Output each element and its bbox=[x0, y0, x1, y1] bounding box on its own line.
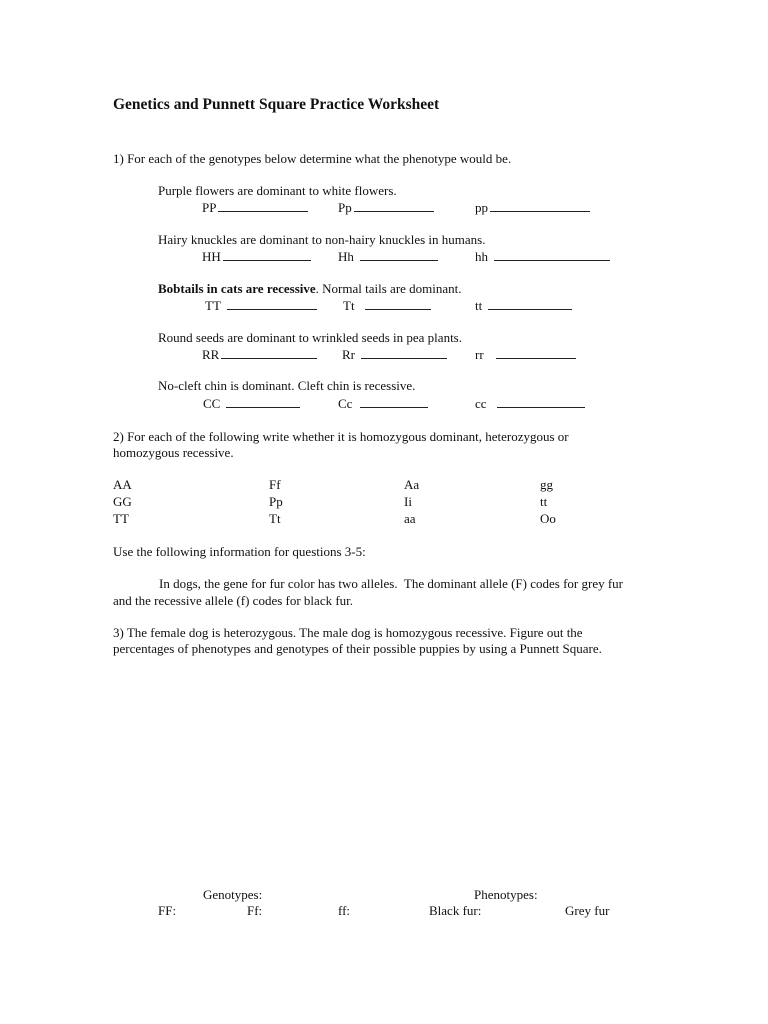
q1-group-4-genotype-3: rr bbox=[475, 347, 576, 363]
result-FF: FF: bbox=[158, 903, 177, 918]
q1-prompt: 1) For each of the genotypes below determine what the phenotype would be. bbox=[113, 151, 512, 166]
q2-genotype: tt bbox=[540, 494, 548, 509]
q1-group-1-genotype-2: Pp bbox=[338, 200, 434, 216]
answer-blank[interactable] bbox=[361, 347, 447, 359]
answer-blank[interactable] bbox=[494, 249, 610, 261]
answer-blank[interactable] bbox=[365, 298, 431, 310]
q1-group-1-statement: Purple flowers are dominant to white flowers. bbox=[158, 183, 397, 198]
q2-genotype: Aa bbox=[404, 477, 420, 492]
result-ff: ff: bbox=[338, 903, 351, 918]
q1-group-5-genotype-1: CC bbox=[203, 396, 300, 412]
q1-group-4-genotype-2: Rr bbox=[342, 347, 447, 363]
answer-blank[interactable] bbox=[360, 249, 438, 261]
q1-group-2-genotype-2: Hh bbox=[338, 249, 438, 265]
q1-group-3-genotype-2: Tt bbox=[343, 298, 431, 314]
answer-blank[interactable] bbox=[218, 200, 308, 212]
q2-genotype: AA bbox=[113, 477, 132, 492]
answer-blank[interactable] bbox=[360, 396, 428, 408]
answer-blank[interactable] bbox=[497, 396, 585, 408]
answer-blank[interactable] bbox=[490, 200, 590, 212]
q2-genotype: Pp bbox=[269, 494, 283, 509]
q2-genotype: Tt bbox=[269, 511, 281, 526]
q1-group-5-genotype-3: cc bbox=[475, 396, 585, 412]
worksheet-title: Genetics and Punnett Square Practice Worksheet bbox=[113, 96, 440, 113]
info-paragraph-line-2: and the recessive allele (f) codes for black fur. bbox=[113, 593, 354, 608]
answer-blank[interactable] bbox=[227, 298, 317, 310]
genotypes-label: Genotypes: bbox=[203, 887, 263, 902]
info-paragraph-line-1: In dogs, the gene for fur color has two alleles. The dominant allele (F) codes for grey fur bbox=[159, 576, 624, 591]
result-Ff: Ff: bbox=[247, 903, 263, 918]
q2-genotype: Ii bbox=[404, 494, 412, 509]
q2-prompt-line-1: 2) For each of the following write whether it is homozygous dominant, heterozygous or bbox=[113, 429, 569, 444]
q1-group-5-statement: No-cleft chin is dominant. Cleft chin is recessive. bbox=[158, 378, 416, 393]
answer-blank[interactable] bbox=[496, 347, 576, 359]
bold-lead: Bobtails in cats are recessive bbox=[158, 281, 316, 296]
q3-line-1: 3) The female dog is heterozygous. The male dog is homozygous recessive. Figure out the bbox=[113, 625, 583, 640]
q2-genotype: Ff bbox=[269, 477, 281, 492]
q1-group-1-genotype-3: pp bbox=[475, 200, 590, 216]
q1-group-4-statement: Round seeds are dominant to wrinkled seeds in pea plants. bbox=[158, 330, 462, 345]
q2-genotype: TT bbox=[113, 511, 129, 526]
answer-blank[interactable] bbox=[354, 200, 434, 212]
answer-blank[interactable] bbox=[226, 396, 300, 408]
q2-genotype: gg bbox=[540, 477, 553, 492]
q1-group-4-genotype-1: RR bbox=[202, 347, 317, 363]
answer-blank[interactable] bbox=[488, 298, 572, 310]
q2-genotype: GG bbox=[113, 494, 132, 509]
info-intro: Use the following information for questions 3-5: bbox=[113, 544, 366, 559]
result-grey-fur: Grey fur bbox=[565, 903, 610, 918]
q1-group-2-genotype-3: hh bbox=[475, 249, 610, 265]
phenotypes-label: Phenotypes: bbox=[474, 887, 538, 902]
q1-group-1-genotype-1: PP bbox=[202, 200, 308, 216]
q3-line-2: percentages of phenotypes and genotypes of their possible puppies by using a Punnett Square. bbox=[113, 641, 602, 656]
q2-prompt-line-2: homozygous recessive. bbox=[113, 445, 234, 460]
q1-group-5-genotype-2: Cc bbox=[338, 396, 428, 412]
q2-genotype: aa bbox=[404, 511, 416, 526]
q1-group-3-genotype-3: tt bbox=[475, 298, 572, 314]
q1-group-2-genotype-1: HH bbox=[202, 249, 311, 265]
answer-blank[interactable] bbox=[221, 347, 317, 359]
q1-group-3-genotype-1: TT bbox=[205, 298, 317, 314]
result-black-fur: Black fur: bbox=[429, 903, 482, 918]
answer-blank[interactable] bbox=[223, 249, 311, 261]
q1-group-3-statement: Bobtails in cats are recessive. Normal tails are dominant. bbox=[158, 281, 462, 296]
q1-group-2-statement: Hairy knuckles are dominant to non-hairy knuckles in humans. bbox=[158, 232, 486, 247]
q2-genotype: Oo bbox=[540, 511, 556, 526]
